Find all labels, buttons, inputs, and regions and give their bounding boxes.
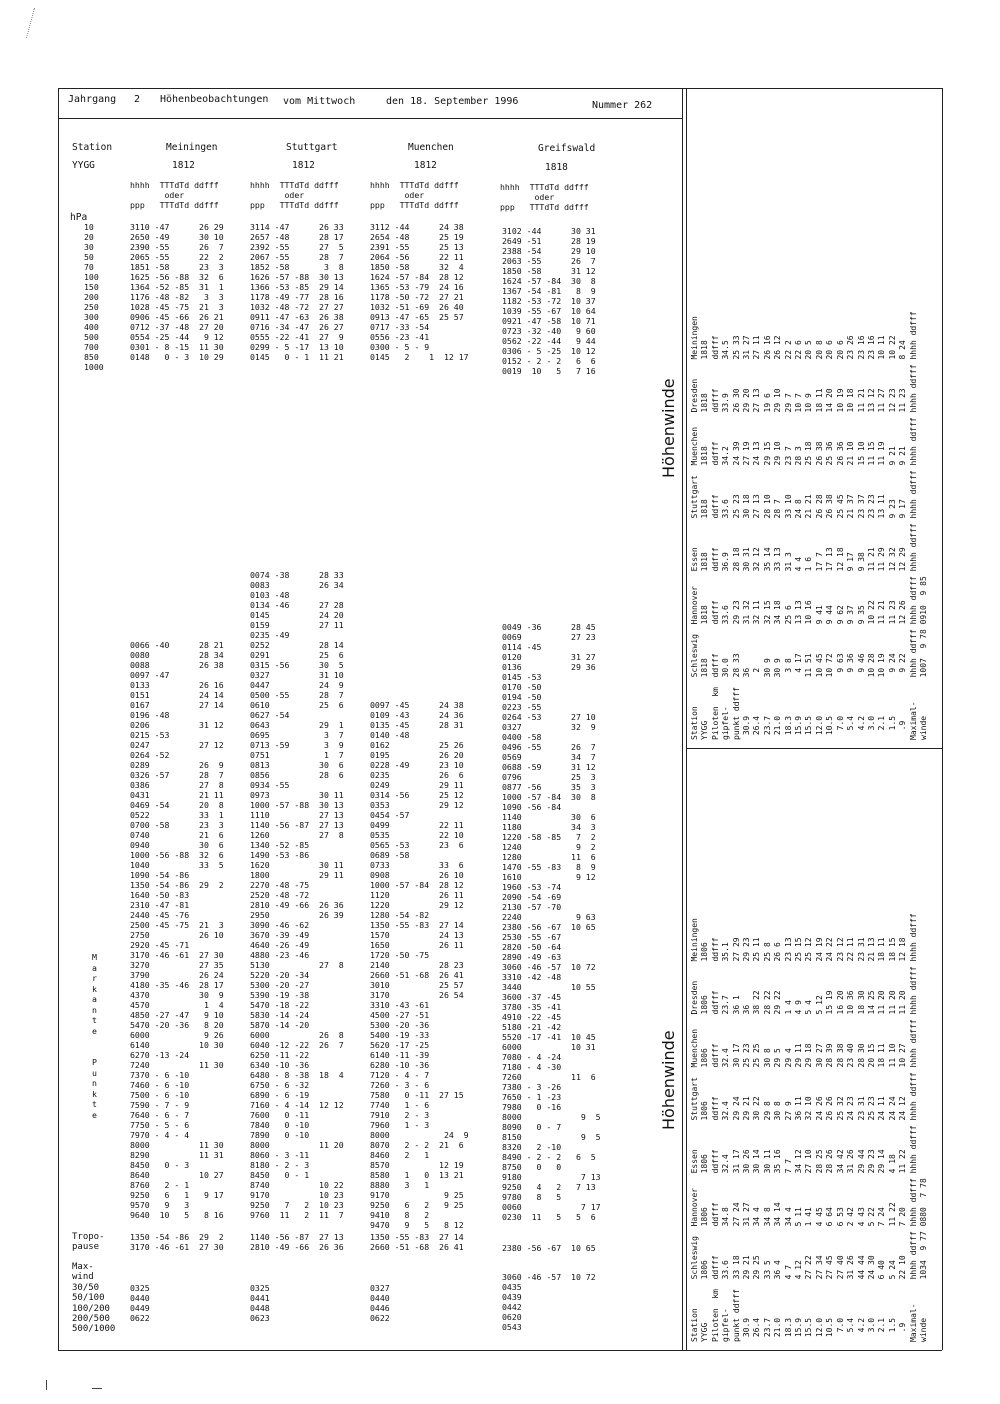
meiningen-maxwind: [130, 1283, 150, 1323]
margin-mark: [26, 8, 49, 38]
greifswald-sig-text: 0049 -36 28 45 0069 27 23 0114 -45 0120 31 27 0136 29 36 0145 -53 0170 -50 0194 -50 0223 -55 0264 -53 27 10 0327 32 9 0400 -58 0496 -55 26 7 0569 34 7 0688 -59 31 12 0796 25 3 0877 -56 35 3 1000 -57 -84 30 8 1090 -56 -84 1140 30 6 1180 34 3 1220 -58 -85 7 2 1240 9 2 1280 11 6 1470 -55 -83 8 9 1610 9 12 1960 -53 -74 2090 -54 -69 2130 -57 -70 2240 9 63 2380 -56 -67 10 65 2530 -55 -67 2820 -50 -64 2890 -49 -63 3060 -46 -57 10 72 3310 -42 -48 3440 10 55 3600 -37 -45 3780 -35 -41 4910 -22 -45 5180 -21 -42 5520 -17 -41 10 45 6000 10 31 7080 - 4 -24 7180 - 4 -30 7260 11 6 7380 - 3 -26 7650 - 1 -23 7980 0 -16 8000 9 5 8090 0 - 7 8150 9 5 8320 2 -10 8490 - 2 - 2 6 5 8750 0 0 9180 7 13 9250 4 2 7 13 9780 8 5 0060 7 17 0230 11 5 5 6: [502, 622, 601, 1222]
station-name: Greifswald: [538, 143, 596, 154]
levels-text: 10 20 30 50 70 100 150 200 250 300 400 500 700 850 1000: [84, 222, 104, 372]
colhead-line: oder: [130, 190, 185, 200]
meiningen-tropo: [130, 1232, 224, 1252]
greifswald-maxwind: [502, 1272, 596, 1332]
meiningen-standard: [130, 222, 224, 362]
hoehenwinde-table-1806: Station Schleswig Hannover Essen Stuttgart Muenchen Dresden Meiningen YYGG 1806 1806 1806 1806 1806 1806 1806 Piloten km ddfff ddfff ddfff ddfff ddfff ddfff ddfff gipfel- 33.6 34.8 32.4 32.4 32.4 23.7 35.1 punkt ddfff 33 18 27 24 31 17 29 24 30 17 36 1 27 29 30.9 29 21 31 27 30 26 29 21 25 23 36 29 23 26.4 29 25 34 4 30 14 30 22 25 25 38 22 25 11 23.7 33 5 34 8 30 11 29 8 30 8 28 22 25 8 21.0 36 4 34 14 35 16 30 8 29 5 29 22 26 6 18.3 4 7 34 4 7 7 27 9 29 4 1 4 23 13 15.9 4 12 5 11 34 12 36 11 29 11 4 9 25 15 15.5 27 22 1 41 27 10 32 10 29 18 5 4 25 12 12.0 27 34 4 45 28 25 24 26 30 27 5 12 24 19 10.5 27 45 6 64 28 26 26 26 28 39 15 19 24 22 7.0 27 40 6 53 34 42 25 32 28 38 16 20 23 12 5.4 31 26 2 42 31 26 24 23 23 40 10 36 22 11 4.2 44 44 4 43 29 44 23 31 28 30 18 30 23 31 3.0 24 30 5 22 29 23 25 23 20 15 14 25 21 13 2.1 6 40 7 24 29 14 24 11 18 11 11 20 18 11 1.5 5 24 11 22 4 18 24 24 11 10 11 20 18 15 .9 22 10 7 20 11 22 24 12 10 27 11 20 12 18 Maximal- hhhh ddfff hhhh ddfff hhhh ddfff hhhh ddfff hhhh ddfff hhhh ddfff hhhh ddfff winde 1034 9 77 0880 7 78: [690, 913, 928, 1342]
greifswald-tropo-text: 2380 -56 -67 10 65: [502, 1243, 596, 1253]
stuttgart-tropo-text: 1140 -56 -87 27 13 2810 -49 -66 26 36: [250, 1232, 344, 1252]
header-jahrgang-label: Jahrgang: [68, 94, 117, 105]
meiningen-std-text: 3110 -47 26 29 2650 -49 30 10 2390 -55 26 7 2065 -55 22 2 1851 -58 23 3 1625 -56 -88 32 6 1364 -52 -85 31 1 1176 -48 -82 3 3 1028 -45 -75 21 3 0906 -45 -66 26 21 0712 -37 -48 27 20 0554 -25 -44 9 12 0301 - 8 -15 11 30 0148 0 - 3 10 29: [130, 222, 224, 362]
margin-mark: [46, 1380, 47, 1390]
stuttgart-significant: [250, 570, 344, 1220]
yygg-label: YYGG: [72, 160, 95, 171]
maxwind-text: Max- wind 30/50 50/100 100/200 200/500 500/1000: [72, 1262, 116, 1335]
colhead-line: oder: [250, 190, 305, 200]
header-date: den 18. September 1996: [386, 96, 519, 107]
header-jahrgang: 2: [134, 94, 141, 105]
station-name: Meiningen: [166, 142, 218, 153]
muenchen-sig-text: 0097 -45 24 38 0109 -43 24 36 0135 -45 28 31 0140 -48 0162 25 26 0195 26 20 0228 -49 23 10 0235 26 6 0249 29 11 0314 -56 25 12 0353 29 12 0454 -57 0499 22 11 0535 22 10 0565 -53 23 6 0689 -58 0733 33 6 0908 26 10 1000 -57 -84 28 12 1120 26 11 1220 29 12 1280 -54 -82 1350 -55 -83 27 14 1570 24 13 1650 26 11 1720 -50 -75 2140 28 23 2660 -51 -68 26 41 3010 25 57 3170 26 54 3310 -43 -61 4500 -27 -51 5300 -20 -36 5400 -19 -33 5620 -17 -25 6140 -11 -39 6280 -10 -36 7120 - 4 - 7 7260 - 3 - 6 7580 0 -11 27 15 7740 1 - 6 7910 2 - 3 7960 1 - 3 8000 24 9 8070 2 - 2 21 6 8460 2 1 8570 12 19 8580 1 0 13 21 8880 3 1 9170 9 25 9250 6 2 9 25 9410 8 2 9470 9 5 8 12: [370, 700, 469, 1230]
column-header-muenchen: [370, 180, 459, 210]
header-rule: [58, 118, 682, 119]
stuttgart-sig-text: 0074 -38 28 33 0083 26 34 0103 -48 0134 -46 27 28 0145 24 20 0159 27 11 0235 -49 0252 28 14 0291 25 6 0315 -56 30 5 0327 31 10 0447 24 9 0500 -55 28 7 0610 25 6 0627 -54 0643 29 1 0695 3 7 0713 -59 3 9 0751 1 7 0813 30 6 0856 28 6 0934 -55 0973 30 11 1000 -57 -88 30 13 1110 27 13 1140 -56 -87 27 13 1260 27 8 1340 -52 -85 1490 -53 -86 1620 30 11 1800 29 11 2270 -48 -75 2520 -48 -72 2810 -49 -66 26 36 2950 26 39 3090 -46 -62 3670 -39 -49 4640 -26 -49 4880 -23 -46 5130 27 8 5220 -20 -34 5300 -20 -27 5390 -19 -38 5470 -18 -22 5830 -14 -24 5870 -14 -20 6000 26 8 6040 -12 -22 26 7 6250 -11 -22 6340 -10 -36 6480 - 8 -38 18 4 6750 - 6 -32 6890 - 6 -19 7160 - 4 -14 12 12 7600 0 -11 7840 0 -10 7890 0 -10 8000 11 20 8060 - 3 -11 8180 - 2 - 3 8450 0 - 1 8740 10 22 9170 10 23 9250 7 2 10 23 9760 11 2 11 7: [250, 570, 344, 1220]
pressure-levels: [84, 222, 104, 372]
greifswald-tropo: [502, 1243, 596, 1253]
station-time: 1812: [414, 160, 437, 171]
station-name: Muenchen: [408, 142, 454, 153]
greifswald-max-text: 3060 -46 -57 10 72 0435 0439 0442 0620 0543: [502, 1272, 596, 1332]
colhead-line: hhhh TTTdTd ddfff: [500, 182, 589, 192]
colhead-line: ppp TTTdTd ddfff: [500, 202, 589, 212]
hpa-label: hPa: [70, 212, 88, 223]
header-vom: vom Mittwoch: [283, 96, 356, 107]
station-time: 1812: [292, 160, 315, 171]
column-header-stuttgart: [250, 180, 339, 210]
margin-mark: [92, 1388, 102, 1389]
station-name: Stuttgart: [286, 142, 338, 153]
markante-text: M a r k a n t e P u n k t e: [92, 952, 97, 1120]
greifswald-std-text: 3102 -44 30 31 2649 -51 28 19 2388 -54 29 10 2063 -55 26 7 1850 -58 31 12 1624 -57 -84 30 8 1367 -54 -81 8 9 1182 -53 -72 10 37 1039 -55 -67 10 64 0921 -47 -58 10 71 0723 -32 -40 9 60 0562 -22 -44 9 44 0306 - 5 -25 10 12 0152 - 2 - 2 6 6 0019 10 5 7 16: [502, 226, 596, 376]
greifswald-standard: [502, 226, 596, 376]
outer-top: [58, 88, 942, 89]
stuttgart-max-text: 0325 0441 0448 0623: [250, 1283, 270, 1323]
hoehenwinde-title-1806: Höhenwinde: [659, 1030, 678, 1130]
stuttgart-tropo: [250, 1232, 344, 1252]
markante-label: [92, 952, 97, 1120]
muenchen-significant: [370, 700, 469, 1230]
outer-bottom: [58, 1350, 942, 1351]
colhead-line: hhhh TTTdTd ddfff: [370, 180, 459, 190]
colhead-line: oder: [370, 190, 425, 200]
colhead-line: oder: [500, 192, 555, 202]
station-time: 1818: [545, 162, 568, 173]
station-label: Station: [72, 142, 113, 153]
hoehenwinde-title-1818: Höhenwinde: [659, 378, 678, 478]
outer-right: [942, 88, 943, 1350]
outer-left: [58, 88, 59, 1350]
muenchen-std-text: 3112 -44 24 38 2654 -48 25 19 2391 -55 25 13 2064 -56 22 11 1850 -58 32 4 1624 -57 -84 28 12 1365 -53 -79 24 16 1178 -50 -72 27 21 1032 -51 -69 26 40 0913 -47 -65 25 57 0717 -33 -54 0556 -23 -41 0300 - 5 - 9 0145 2 1 12 17: [370, 222, 469, 362]
colhead-line: ppp TTTdTd ddfff: [370, 200, 459, 210]
meiningen-max-text: 0325 0440 0449 0622: [130, 1283, 150, 1323]
greifswald-significant: [502, 622, 601, 1222]
header-title: Höhenbeobachtungen: [160, 94, 269, 105]
meiningen-significant: [130, 640, 224, 1220]
meiningen-sig-text: 0066 -40 28 21 0080 28 34 0088 26 38 0097 -47 0133 26 16 0151 24 14 0167 27 14 0196 -48 0206 31 12 0215 -53 0247 27 12 0264 -52 0289 26 9 0326 -57 28 7 0386 27 8 0431 21 11 0469 -54 20 8 0522 33 1 0700 -58 23 3 0740 21 6 0940 30 6 1000 -56 -88 32 6 1040 33 5 1090 -54 -86 1350 -54 -86 29 2 1640 -50 -83 2310 -47 -81 2440 -45 -76 2500 -45 -75 21 3 2750 26 10 2920 -45 -71 3170 -46 -61 27 30 3270 27 35 3790 26 24 4180 -35 -46 28 17 4370 30 9 4570 1 4 4850 -27 -47 9 10 5470 -20 -36 8 20 6000 9 26 6140 10 30 6270 -13 -24 7240 11 30 7370 - 6 -10 7460 - 6 -10 7500 - 6 -10 7590 - 7 - 9 7640 - 6 - 7 7750 - 5 - 6 7970 - 4 - 4 8000 11 30 8290 11 31 8450 0 - 3 8640 10 27 8760 2 - 1 9250 6 1 9 17 9570 9 3 9640 10 5 8 16: [130, 640, 224, 1220]
stuttgart-standard: [250, 222, 344, 362]
meiningen-tropo-text: 1350 -54 -86 29 2 3170 -46 -61 27 30: [130, 1232, 224, 1252]
panel-divider-2: [686, 88, 687, 1350]
muenchen-tropo: [370, 1232, 464, 1252]
colhead-line: hhhh TTTdTd ddfff: [130, 180, 219, 190]
panel-divider: [682, 88, 683, 1350]
colhead-line: ppp TTTdTd ddfff: [250, 200, 339, 210]
column-header-meiningen: [130, 180, 219, 210]
muenchen-maxwind: [370, 1283, 390, 1323]
hoehenwinde-table-1818: Station Schleswig Hannover Essen Stuttgart Muenchen Dresden Meiningen YYGG 1818 1818 1818 1818 1818 1818 1818 Piloten km ddfff ddfff ddfff ddfff ddfff ddfff ddfff gipfel- 30.0 33.6 36.9 33.6 34.2 33.9 34.5 punkt ddfff 28 33 29 23 28 18 25 23 24 39 26 30 25 33 30.9 36 31 32 30 31 30 18 27 19 29 20 31 27 26.4 2 32 11 32 12 27 13 24 13 27 13 27 11 23.7 30 9 32 15 35 14 28 10 29 15 19 6 26 16 21.0 30 9 34 18 33 13 28 7 29 10 29 10 26 12 18.3 3 8 25 6 31 3 33 10 23 7 29 7 22 2 15.9 4 17 13 13 4 4 24 8 28 3 10 7 22 6 15.5 11 51 10 16 1 6 21 21 25 18 10 9 20 5 12.0 10 45 9 41 17 7 26 28 26 38 18 11 20 8 10.5 10 72 9 44 17 13 26 38 25 36 14 20 20 6 7.0 9 63 9 62 12 18 25 45 26 36 10 19 20 6 5.4 9 36 9 37 9 17 21 37 21 10 10 18 23 26 4.2 9 46 9 35 9 38 23 37 15 10 11 21 23 16 3.0 10 28 10 22 11 21 23 23 11 15 13 12 23 16 2.1 10 19 11 21 11 29 13 11 11 19 11 27 10 11 1.5 9 24 11 23 12 32 9 23 9 21 12 23 10 22 .9 9 22 12 26 12 29 9 17 9 21 11 23 8 24 Maximal- hhhh ddfff hhhh ddfff hhhh ddfff hhhh ddfff hhhh ddfff hhhh ddfff hhhh ddfff winde 1007 9 78 0910 9 85: [690, 311, 928, 740]
muenchen-standard: [370, 222, 469, 362]
stuttgart-std-text: 3114 -47 26 33 2657 -48 28 17 2392 -55 27 5 2067 -55 28 7 1852 -58 3 8 1626 -57 -88 30 13 1366 -53 -85 29 14 1178 -49 -77 28 16 1032 -48 -72 27 27 0911 -47 -63 26 38 0716 -34 -47 26 27 0555 -22 -41 27 9 0299 - 5 -17 13 10 0145 0 - 1 11 21: [250, 222, 344, 362]
muenchen-tropo-text: 1350 -55 -83 27 14 2660 -51 -68 26 41: [370, 1232, 464, 1252]
header-nummer: Nummer 262: [592, 100, 653, 111]
stuttgart-maxwind: [250, 1283, 270, 1323]
colhead-line: hhhh TTTdTd ddfff: [250, 180, 339, 190]
colhead-line: ppp TTTdTd ddfff: [130, 200, 219, 210]
tropo-text: Tropo- pause: [72, 1232, 105, 1252]
column-header-greifswald: [500, 182, 589, 212]
maxwind-label: [72, 1262, 115, 1335]
right-split: [686, 748, 942, 749]
tropo-label: [72, 1232, 105, 1252]
muenchen-max-text: 0327 0440 0446 0622: [370, 1283, 390, 1323]
station-time: 1812: [172, 160, 195, 171]
